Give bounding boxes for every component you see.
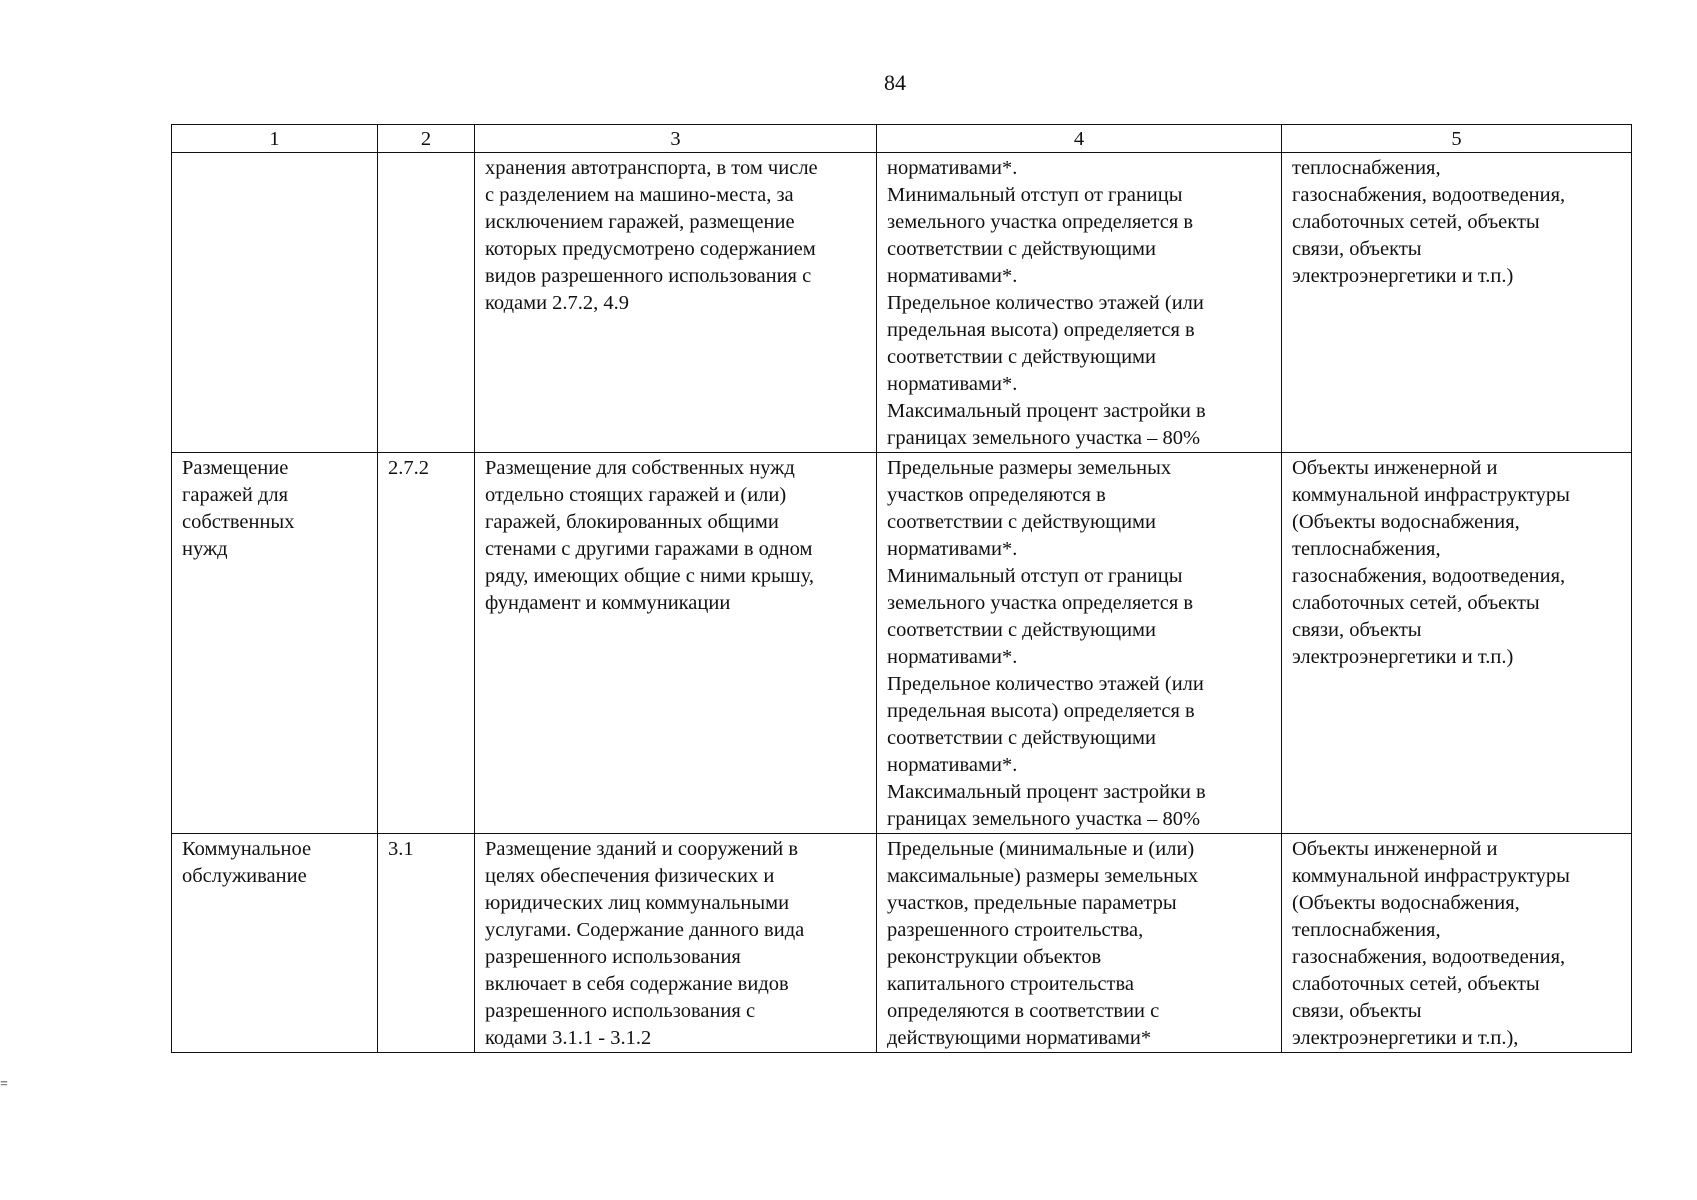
cell-text-line: кодами 2.7.2, 4.9 bbox=[485, 292, 630, 314]
cell-text-line: нормативами*. bbox=[887, 157, 1018, 179]
table-header-row bbox=[172, 125, 1632, 153]
cell-text-line: 3.1 bbox=[388, 838, 414, 860]
cell-text-line: границах земельного участка – 80% bbox=[887, 808, 1201, 830]
cell-text-line: земельного участка определяется в bbox=[887, 211, 1194, 233]
cell-text-line: нормативами*. bbox=[887, 646, 1018, 668]
cell-text-line: Размещение для собственных нужд bbox=[485, 457, 795, 479]
cell-text-line: электроэнергетики и т.п.), bbox=[1292, 1027, 1519, 1049]
cell-text-line: соответствии с действующими bbox=[887, 238, 1156, 260]
cell-text-line: соответствии с действующими bbox=[887, 619, 1156, 641]
cell-text-line: Минимальный отступ от границы bbox=[887, 565, 1183, 587]
cell-text-line: Предельное количество этажей (или bbox=[887, 673, 1204, 695]
cell-text-line: целях обеспечения физических и bbox=[485, 865, 775, 887]
cell-text-line: Предельное количество этажей (или bbox=[887, 292, 1204, 314]
cell-text-line: теплоснабжения, bbox=[1292, 919, 1441, 941]
cell-text-line: границах земельного участка – 80% bbox=[887, 427, 1201, 449]
use-type-code-cell bbox=[378, 453, 475, 834]
cell-text-line: гаражей, блокированных общими bbox=[485, 511, 779, 533]
cell-text-line: (Объекты водоснабжения, bbox=[1292, 511, 1520, 533]
cell-text-line: которых предусмотрено содержанием bbox=[485, 238, 816, 260]
cell-text-line: теплоснабжения, bbox=[1292, 538, 1441, 560]
cell-text-line: слаботочных сетей, объекты bbox=[1292, 211, 1540, 233]
cell-text-line: стенами с другими гаражами в одном bbox=[485, 538, 813, 560]
cell-text-line: разрешенного строительства, bbox=[887, 919, 1144, 941]
cell-text-line: Максимальный процент застройки в bbox=[887, 781, 1206, 803]
cell-text-line: Коммунальное bbox=[182, 838, 312, 860]
cell-text-line: собственных bbox=[182, 511, 295, 533]
cell-text-line: кодами 3.1.1 - 3.1.2 bbox=[485, 1027, 652, 1049]
page-number: 84 bbox=[884, 70, 906, 95]
column-number-1: 1 bbox=[172, 125, 378, 153]
cell-text-line: хранения автотранспорта, в том числе bbox=[485, 157, 818, 179]
use-type-description-cell bbox=[475, 834, 877, 1053]
use-type-description-cell bbox=[475, 153, 877, 453]
use-type-code-cell bbox=[378, 834, 475, 1053]
use-type-description-cell bbox=[475, 453, 877, 834]
cell-text-line: нормативами*. bbox=[887, 265, 1018, 287]
cell-text-line: соответствии с действующими bbox=[887, 511, 1156, 533]
cell-text-line: капитального строительства bbox=[887, 973, 1134, 995]
cell-text-line: слаботочных сетей, объекты bbox=[1292, 592, 1540, 614]
margin-mark: = bbox=[0, 1077, 8, 1092]
column-number-2: 2 bbox=[378, 125, 475, 153]
cell-text-line: включает в себя содержание видов bbox=[485, 973, 789, 995]
table-row bbox=[172, 153, 1632, 453]
building-parameters-cell bbox=[877, 453, 1282, 834]
cell-text-line: реконструкции объектов bbox=[887, 946, 1102, 968]
auxiliary-objects-cell bbox=[1282, 153, 1632, 453]
cell-text-line: Минимальный отступ от границы bbox=[887, 184, 1183, 206]
building-parameters-cell bbox=[877, 153, 1282, 453]
cell-text-line: (Объекты водоснабжения, bbox=[1292, 892, 1520, 914]
land-use-table bbox=[171, 124, 1632, 1053]
cell-text-line: нормативами*. bbox=[887, 373, 1018, 395]
cell-text-line: связи, объекты bbox=[1292, 1000, 1422, 1022]
use-type-code-cell bbox=[378, 153, 475, 453]
cell-text-line: нормативами*. bbox=[887, 754, 1018, 776]
cell-text-line: Размещение зданий и сооружений в bbox=[485, 838, 799, 860]
cell-text-line: разрешенного использования с bbox=[485, 1000, 756, 1022]
table-row bbox=[172, 453, 1632, 834]
cell-text-line: Предельные размеры земельных bbox=[887, 457, 1172, 479]
cell-text-line: участков определяются в bbox=[887, 484, 1106, 506]
cell-text-line: газоснабжения, водоотведения, bbox=[1292, 946, 1566, 968]
cell-text-line: Максимальный процент застройки в bbox=[887, 400, 1206, 422]
cell-text-line: газоснабжения, водоотведения, bbox=[1292, 565, 1566, 587]
cell-text-line: участков, предельные параметры bbox=[887, 892, 1177, 914]
table-row bbox=[172, 834, 1632, 1053]
cell-text-line: гаражей для bbox=[182, 484, 289, 506]
cell-text-line: Объекты инженерной и bbox=[1292, 838, 1498, 860]
cell-text-line: предельная высота) определяется в bbox=[887, 700, 1195, 722]
cell-text-line: фундамент и коммуникации bbox=[485, 592, 731, 614]
cell-text-line: определяются в соответствии с bbox=[887, 1000, 1160, 1022]
cell-text-line: максимальные) размеры земельных bbox=[887, 865, 1199, 887]
cell-text-line: действующими нормативами* bbox=[887, 1027, 1152, 1049]
cell-text-line: предельная высота) определяется в bbox=[887, 319, 1195, 341]
cell-text-line: нужд bbox=[182, 538, 228, 560]
cell-text-line: с разделением на машино-места, за bbox=[485, 184, 794, 206]
auxiliary-objects-cell bbox=[1282, 453, 1632, 834]
column-number-4: 4 bbox=[877, 125, 1282, 153]
cell-text-line: связи, объекты bbox=[1292, 619, 1422, 641]
building-parameters-cell bbox=[877, 834, 1282, 1053]
cell-text-line: Объекты инженерной и bbox=[1292, 457, 1498, 479]
cell-text-line: газоснабжения, водоотведения, bbox=[1292, 184, 1566, 206]
cell-text-line: коммунальной инфраструктуры bbox=[1292, 484, 1570, 506]
cell-text-line: электроэнергетики и т.п.) bbox=[1292, 646, 1514, 668]
cell-text-line: видов разрешенного использования с bbox=[485, 265, 812, 287]
use-type-name-cell bbox=[172, 834, 378, 1053]
cell-text-line: обслуживание bbox=[182, 865, 307, 887]
cell-text-line: Размещение bbox=[182, 457, 289, 479]
cell-text-line: Предельные (минимальные и (или) bbox=[887, 838, 1195, 860]
cell-text-line: земельного участка определяется в bbox=[887, 592, 1194, 614]
cell-text-line: электроэнергетики и т.п.) bbox=[1292, 265, 1514, 287]
cell-text-line: 2.7.2 bbox=[388, 457, 429, 479]
auxiliary-objects-cell bbox=[1282, 834, 1632, 1053]
cell-text-line: ряду, имеющих общие с ними крышу, bbox=[485, 565, 815, 587]
column-number-5: 5 bbox=[1282, 125, 1632, 153]
cell-text-line: отдельно стоящих гаражей и (или) bbox=[485, 484, 787, 506]
use-type-name-cell bbox=[172, 453, 378, 834]
cell-text-line: соответствии с действующими bbox=[887, 727, 1156, 749]
cell-text-line: нормативами*. bbox=[887, 538, 1018, 560]
cell-text-line: теплоснабжения, bbox=[1292, 157, 1441, 179]
cell-text-line: услугами. Содержание данного вида bbox=[485, 919, 805, 941]
cell-text-line: слаботочных сетей, объекты bbox=[1292, 973, 1540, 995]
cell-text-line: юридических лиц коммунальными bbox=[485, 892, 790, 914]
cell-text-line: связи, объекты bbox=[1292, 238, 1422, 260]
cell-text-line: исключением гаражей, размещение bbox=[485, 211, 795, 233]
cell-text-line: разрешенного использования bbox=[485, 946, 741, 968]
cell-text-line: соответствии с действующими bbox=[887, 346, 1156, 368]
use-type-name-cell bbox=[172, 153, 378, 453]
column-number-3: 3 bbox=[475, 125, 877, 153]
cell-text-line: коммунальной инфраструктуры bbox=[1292, 865, 1570, 887]
